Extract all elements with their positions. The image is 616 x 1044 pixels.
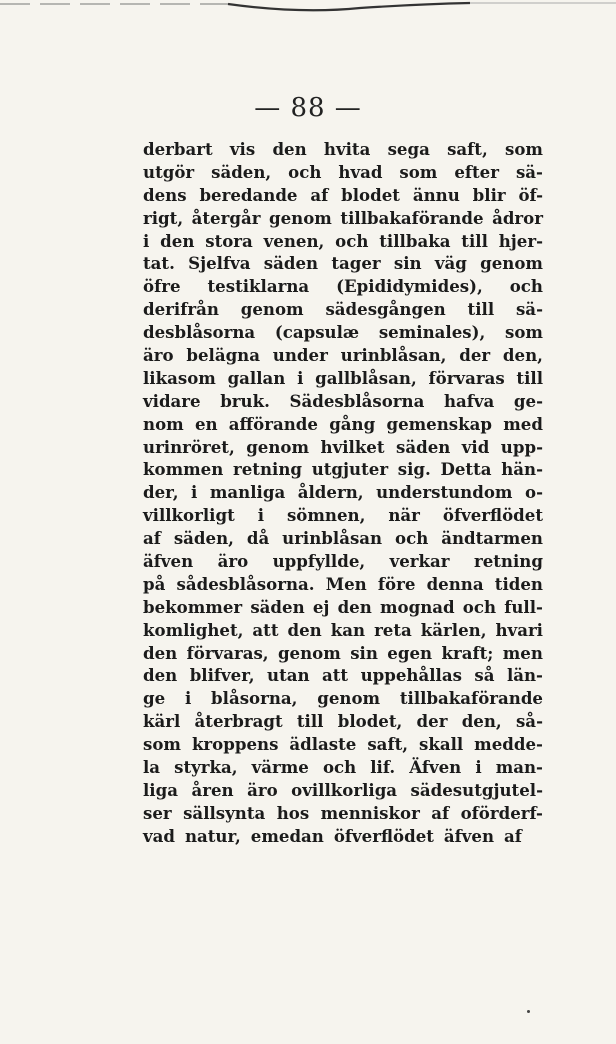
- text-line: [143, 527, 543, 550]
- text-word: efter: [454, 161, 499, 182]
- text-word: sin: [393, 253, 422, 274]
- text-word: testiklarna: [207, 276, 310, 297]
- text-line: [143, 321, 543, 344]
- text-line: [143, 298, 543, 321]
- text-word: och: [322, 757, 357, 778]
- text-word: tillbaka: [379, 230, 451, 251]
- text-word: att: [322, 665, 349, 686]
- text-word: till: [516, 367, 543, 388]
- text-word: som: [505, 322, 543, 343]
- text-word: sädesgången: [325, 299, 446, 320]
- text-word: värme: [251, 757, 309, 778]
- text-line: [143, 275, 543, 298]
- text-word: sömnen,: [286, 505, 366, 526]
- text-word: äro: [217, 551, 249, 572]
- text-word: kroppens: [191, 734, 279, 755]
- text-word: rigt,: [143, 207, 184, 228]
- text-word: blifver,: [189, 665, 255, 686]
- text-word: der: [459, 345, 491, 366]
- text-word: i: [475, 757, 482, 778]
- text-word: säden,: [211, 161, 272, 182]
- text-line: [143, 207, 543, 230]
- text-word: en: [194, 413, 218, 434]
- text-word: hvari: [495, 619, 543, 640]
- text-word: venen,: [263, 230, 325, 251]
- text-word: blodet: [341, 184, 400, 205]
- text-line: [143, 138, 543, 161]
- text-word: gemenskap: [386, 413, 493, 434]
- text-word: hvita: [323, 139, 371, 159]
- text-word: till: [461, 230, 488, 251]
- text-word: på: [143, 573, 166, 594]
- text-word: desblåsorna: [143, 322, 256, 343]
- text-word: sädesutgjutel-: [410, 779, 543, 800]
- text-word: retning: [473, 551, 543, 572]
- text-word: så-: [515, 711, 543, 732]
- text-word: sä-: [515, 299, 543, 320]
- text-word: tiden: [494, 573, 543, 594]
- text-word: ge-: [513, 390, 543, 411]
- text-word: medde-: [474, 734, 543, 755]
- text-word: lif.: [370, 757, 396, 778]
- text-word: och: [395, 528, 429, 549]
- text-word: vidare: [143, 390, 201, 411]
- text-word: återgår: [191, 207, 261, 228]
- text-word: derbart: [143, 139, 213, 159]
- text-word: blåsorna,: [211, 688, 298, 709]
- text-line: [143, 596, 543, 619]
- ink-speck: [527, 1010, 530, 1013]
- text-word: som: [505, 139, 543, 159]
- text-word: äro: [143, 345, 174, 366]
- text-word: stora: [205, 230, 253, 251]
- text-word: egen: [387, 642, 433, 663]
- text-line: [143, 573, 543, 596]
- text-line: [143, 756, 543, 779]
- text-line: [143, 481, 543, 504]
- text-word: län-: [506, 665, 543, 686]
- text-word: Detta: [440, 459, 492, 480]
- text-word: urinröret,: [143, 436, 235, 457]
- text-word: gallblåsan,: [315, 367, 417, 388]
- text-word: kraft;: [441, 642, 494, 663]
- text-word: genom: [246, 436, 310, 457]
- text-word: kärlen,: [420, 619, 487, 640]
- text-word: i: [184, 688, 192, 709]
- text-word: ädlaste: [289, 734, 357, 755]
- text-word: och: [462, 596, 497, 617]
- text-word: af: [503, 825, 522, 846]
- text-line: [143, 687, 543, 710]
- text-word: hjer-: [498, 230, 543, 251]
- text-word: Sjelfva: [188, 253, 251, 274]
- text-word: skall: [419, 734, 464, 755]
- text-line: [143, 184, 543, 207]
- text-word: säden,: [173, 528, 234, 549]
- text-line: [143, 230, 543, 253]
- text-word: sin: [350, 642, 378, 663]
- text-word: seminales),: [378, 322, 486, 343]
- text-word: ännu: [412, 184, 460, 205]
- text-word: återbragt: [194, 711, 283, 732]
- text-word: tager: [331, 253, 381, 274]
- text-word: man-: [495, 757, 543, 778]
- text-word: gång: [329, 413, 376, 434]
- text-word: före: [377, 573, 416, 594]
- text-line: [143, 344, 543, 367]
- text-word: urinblåsan,: [340, 345, 447, 366]
- text-word: genom: [269, 207, 332, 228]
- text-word: uppehållas: [360, 665, 462, 686]
- text-word: villkorligt: [143, 505, 235, 526]
- text-word: urinblåsan: [282, 528, 383, 549]
- text-word: den: [337, 596, 372, 617]
- text-word: åren: [191, 779, 234, 800]
- text-word: verkar: [389, 551, 450, 572]
- text-word: när: [388, 505, 420, 526]
- text-word: natur,: [184, 825, 241, 846]
- text-word: upp-: [500, 436, 543, 457]
- text-line: [143, 825, 543, 848]
- text-line: [143, 664, 543, 687]
- text-line: [143, 733, 543, 756]
- text-line: [143, 779, 543, 802]
- text-line: [143, 252, 543, 275]
- text-word: menniskor: [320, 802, 420, 823]
- text-line: [143, 458, 543, 481]
- text-line: [143, 161, 543, 184]
- text-word: afförande: [228, 413, 318, 434]
- text-word: den: [272, 139, 307, 159]
- text-word: liga: [143, 779, 178, 800]
- text-word: den,: [502, 345, 543, 366]
- text-word: äro: [247, 779, 278, 800]
- text-word: nom: [143, 413, 184, 434]
- text-word: äfven: [143, 551, 194, 572]
- text-word: af: [310, 184, 329, 205]
- text-word: uppfyllde,: [272, 551, 366, 572]
- text-word: der,: [143, 482, 179, 503]
- text-word: ådror: [492, 207, 543, 228]
- text-word: säden: [396, 436, 451, 457]
- text-line: [143, 436, 543, 459]
- text-word: i: [257, 505, 265, 526]
- text-line: [143, 367, 543, 390]
- text-word: ser: [143, 802, 172, 823]
- text-word: åldern,: [297, 482, 364, 503]
- text-word: saft,: [447, 139, 488, 159]
- text-word: full-: [504, 596, 543, 617]
- text-word: till: [467, 299, 495, 320]
- text-word: saft,: [367, 734, 409, 755]
- text-word: dens: [143, 184, 187, 205]
- text-word: kommen: [143, 459, 224, 480]
- text-word: utgjuter: [311, 459, 389, 480]
- page-number: — 88 —: [254, 93, 362, 123]
- text-word: den: [287, 619, 322, 640]
- text-word: sällsynta: [183, 802, 266, 823]
- text-word: öfverflödet: [333, 825, 434, 846]
- text-word: och: [335, 230, 369, 251]
- text-word: ändtarmen: [441, 528, 543, 549]
- text-word: äfven: [443, 825, 495, 846]
- text-word: kan: [330, 619, 366, 640]
- text-word: af: [143, 528, 161, 549]
- text-word: mognad: [379, 596, 455, 617]
- text-word: utan: [267, 665, 310, 686]
- text-word: sega: [387, 139, 430, 159]
- text-word: öf-: [518, 184, 543, 205]
- text-word: men: [502, 642, 543, 663]
- text-word: säden: [263, 253, 319, 274]
- text-word: sig.: [397, 459, 431, 480]
- text-word: genom: [240, 299, 304, 320]
- text-word: hvad: [338, 161, 383, 182]
- text-line: [143, 550, 543, 573]
- text-word: retning: [233, 459, 303, 480]
- text-word: hafva: [443, 390, 495, 411]
- text-word: genom: [317, 688, 381, 709]
- text-word: väg: [434, 253, 467, 274]
- text-word: Äfven: [409, 757, 462, 778]
- text-word: och: [509, 276, 543, 297]
- text-word: den,: [461, 711, 502, 732]
- text-word: förvaras: [428, 367, 505, 388]
- text-word: o-: [525, 482, 543, 503]
- text-line: [143, 390, 543, 413]
- text-word: blir: [472, 184, 506, 205]
- text-word: bruk.: [220, 390, 270, 411]
- text-word: öfverflödet: [442, 505, 543, 526]
- text-word: den: [160, 230, 195, 251]
- text-word: ge: [143, 688, 166, 709]
- text-word: säden: [250, 596, 305, 617]
- text-word: belägna: [186, 345, 260, 366]
- text-word: likasom: [143, 367, 216, 388]
- text-word: genom: [480, 253, 543, 274]
- text-word: der: [416, 711, 448, 732]
- text-word: vis: [229, 139, 256, 159]
- text-word: sådesblåsorna.: [176, 573, 315, 594]
- text-word: komlighet,: [143, 619, 244, 640]
- text-word: att: [252, 619, 279, 640]
- text-word: och: [288, 161, 322, 182]
- text-word: den: [143, 665, 178, 686]
- text-word: med: [503, 413, 543, 434]
- text-word: understundom: [376, 482, 513, 503]
- text-word: som: [143, 734, 181, 755]
- text-word: vid: [461, 436, 490, 457]
- text-word: förvaras,: [186, 642, 269, 663]
- text-word: som: [399, 161, 438, 182]
- text-line: [143, 642, 543, 665]
- text-line: [143, 802, 543, 825]
- text-word: manliga: [209, 482, 286, 503]
- text-word: då: [246, 528, 270, 549]
- text-word: gallan: [227, 367, 286, 388]
- text-word: i: [297, 367, 304, 388]
- text-word: blodet,: [337, 711, 403, 732]
- text-word: i: [143, 230, 150, 251]
- text-word: (Epididymides),: [336, 276, 483, 297]
- text-word: i: [191, 482, 198, 503]
- text-word: genom: [277, 642, 341, 663]
- text-word: utgör: [143, 161, 195, 182]
- text-word: oförderf-: [460, 802, 543, 823]
- text-word: hän-: [501, 459, 543, 480]
- text-word: la: [143, 757, 161, 778]
- text-word: af: [431, 802, 450, 823]
- text-word: beredande: [199, 184, 298, 205]
- body-text: [143, 138, 543, 848]
- text-word: hos: [276, 802, 310, 823]
- text-word: sä-: [515, 161, 543, 182]
- text-line: [143, 504, 543, 527]
- scan-edge-line: [0, 0, 616, 16]
- text-word: hvilket: [320, 436, 385, 457]
- text-word: öfre: [143, 276, 181, 297]
- text-word: bekommer: [143, 596, 243, 617]
- text-word: denna: [426, 573, 484, 594]
- text-word: derifrån: [143, 299, 219, 320]
- text-word: (capsulæ: [274, 322, 360, 343]
- text-word: tat.: [143, 253, 175, 274]
- text-word: under: [272, 345, 328, 366]
- text-word: ej: [312, 596, 330, 617]
- text-line: [143, 413, 543, 436]
- text-word: tillbakaförande: [340, 207, 484, 228]
- text-word: ovillkorliga: [291, 779, 398, 800]
- text-word: kärl: [143, 711, 181, 732]
- text-word: reta: [374, 619, 412, 640]
- text-line: [143, 710, 543, 733]
- text-word: tillbakaförande: [399, 688, 543, 709]
- text-word: till: [296, 711, 324, 732]
- text-word: Sädesblåsorna: [289, 390, 425, 411]
- text-word: Men: [325, 573, 367, 594]
- text-word: emedan: [250, 825, 324, 846]
- text-line: [143, 619, 543, 642]
- text-word: styrka,: [174, 757, 238, 778]
- text-word: så: [474, 665, 495, 686]
- text-word: den: [143, 642, 178, 663]
- text-word: vad: [143, 825, 175, 846]
